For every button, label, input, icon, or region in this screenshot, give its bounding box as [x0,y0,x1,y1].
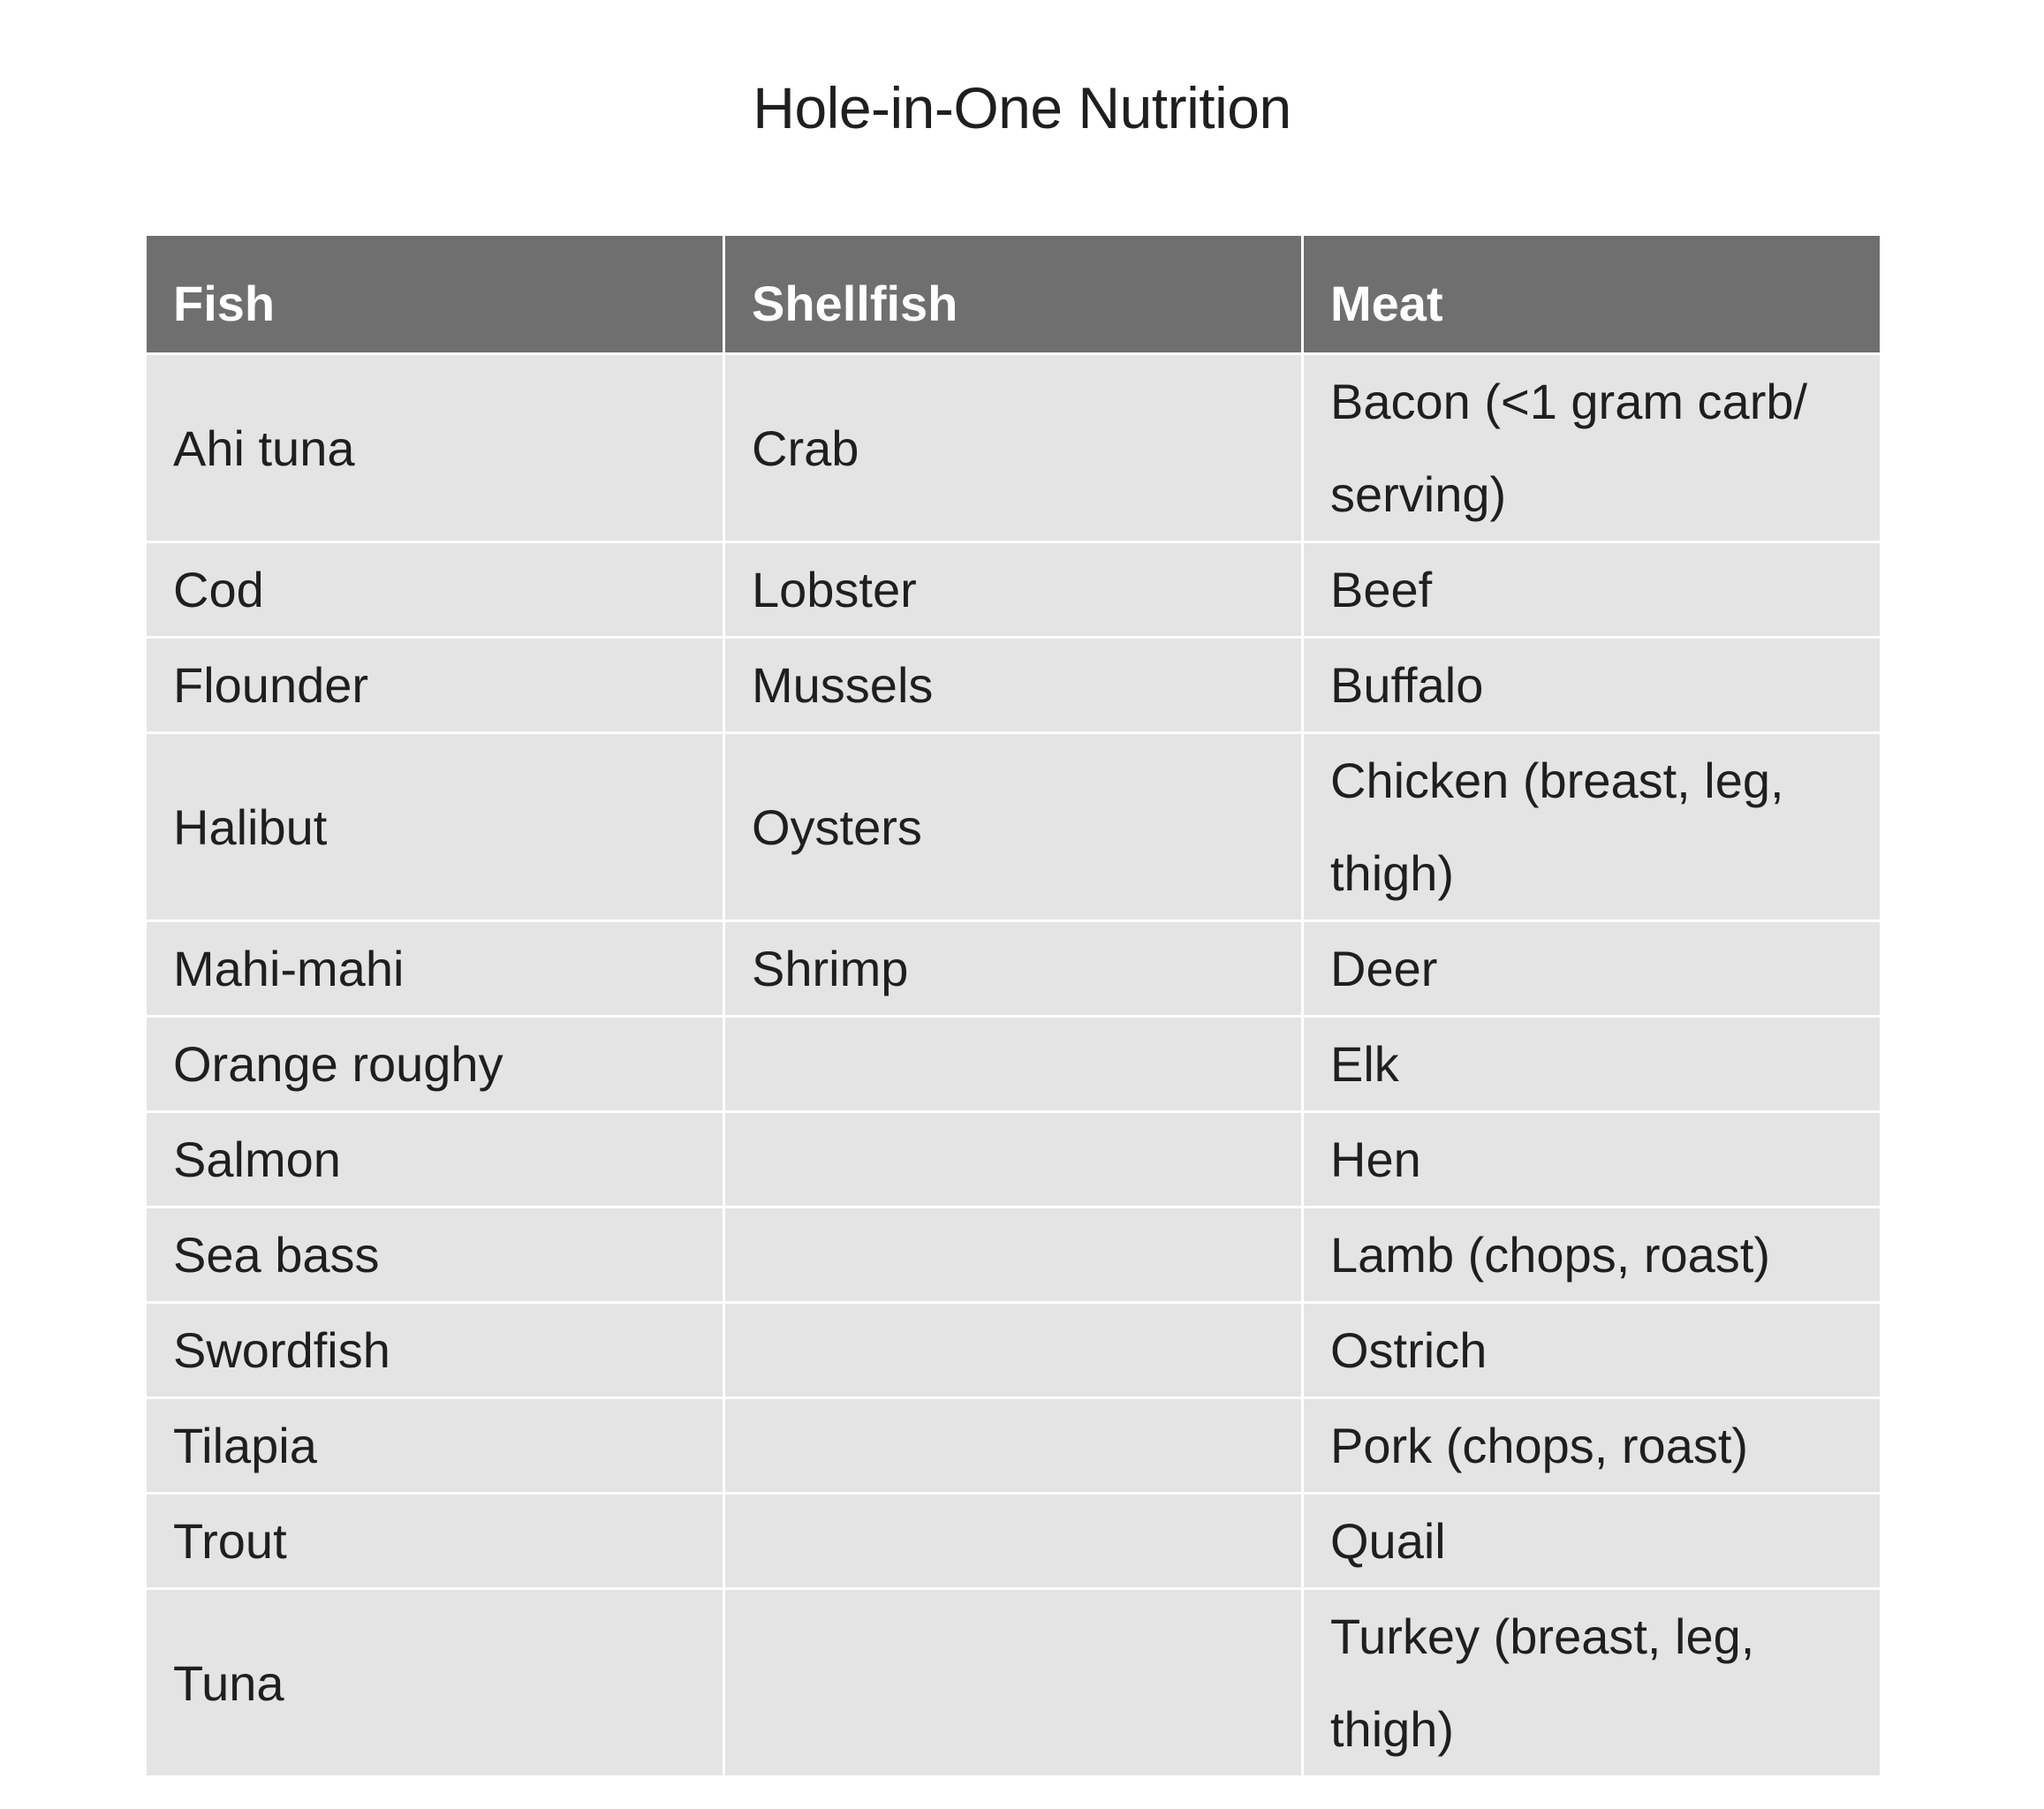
meat-cell: Bacon (<1 gram carb/ serving) [1303,354,1881,542]
shellfish-cell: Lobster [724,542,1303,638]
fish-cell: Halibut [146,733,724,921]
table-row [146,1589,1881,1777]
table-row [146,1017,1881,1112]
meat-cell: Pork (chops, roast) [1303,1398,1881,1494]
shellfish-cell: Mussels [724,638,1303,733]
fish-cell: Ahi tuna [146,354,724,542]
meat-cell: Chicken (breast, leg, thigh) [1303,733,1881,921]
table-row [146,1398,1881,1494]
fish-cell: Sea bass [146,1207,724,1303]
meat-cell: Beef [1303,542,1881,638]
shellfish-cell [724,1112,1303,1207]
column-header-meat: Meat [1303,235,1881,354]
meat-cell: Lamb (chops, roast) [1303,1207,1881,1303]
table-row [146,354,1881,542]
table-row [146,638,1881,733]
meat-cell: Buffalo [1303,638,1881,733]
fish-cell: Swordfish [146,1303,724,1398]
shellfish-cell [724,1207,1303,1303]
meat-cell: Turkey (breast, leg, thigh) [1303,1589,1881,1777]
table-row [146,921,1881,1017]
table-row [146,542,1881,638]
table-row [146,1207,1881,1303]
shellfish-cell [724,1589,1303,1777]
fish-cell: Flounder [146,638,724,733]
food-table [144,233,1882,1778]
meat-cell: Deer [1303,921,1881,1017]
fish-cell: Tuna [146,1589,724,1777]
table-row [146,733,1881,921]
meat-cell: Quail [1303,1494,1881,1589]
table-row [146,1112,1881,1207]
meat-cell: Hen [1303,1112,1881,1207]
meat-cell: Ostrich [1303,1303,1881,1398]
fish-cell: Salmon [146,1112,724,1207]
meat-cell: Elk [1303,1017,1881,1112]
table-row [146,1494,1881,1589]
shellfish-cell [724,1398,1303,1494]
shellfish-cell: Shrimp [724,921,1303,1017]
shellfish-cell [724,1017,1303,1112]
shellfish-cell: Oysters [724,733,1303,921]
fish-cell: Mahi-mahi [146,921,724,1017]
page-title: Hole-in-One Nutrition [753,75,1291,140]
column-header-shellfish: Shellfish [724,235,1303,354]
column-header-fish: Fish [146,235,724,354]
fish-cell: Tilapia [146,1398,724,1494]
shellfish-cell [724,1303,1303,1398]
fish-cell: Cod [146,542,724,638]
fish-cell: Orange roughy [146,1017,724,1112]
table-row [146,1303,1881,1398]
shellfish-cell [724,1494,1303,1589]
table-header-row [146,235,1881,354]
shellfish-cell: Crab [724,354,1303,542]
fish-cell: Trout [146,1494,724,1589]
